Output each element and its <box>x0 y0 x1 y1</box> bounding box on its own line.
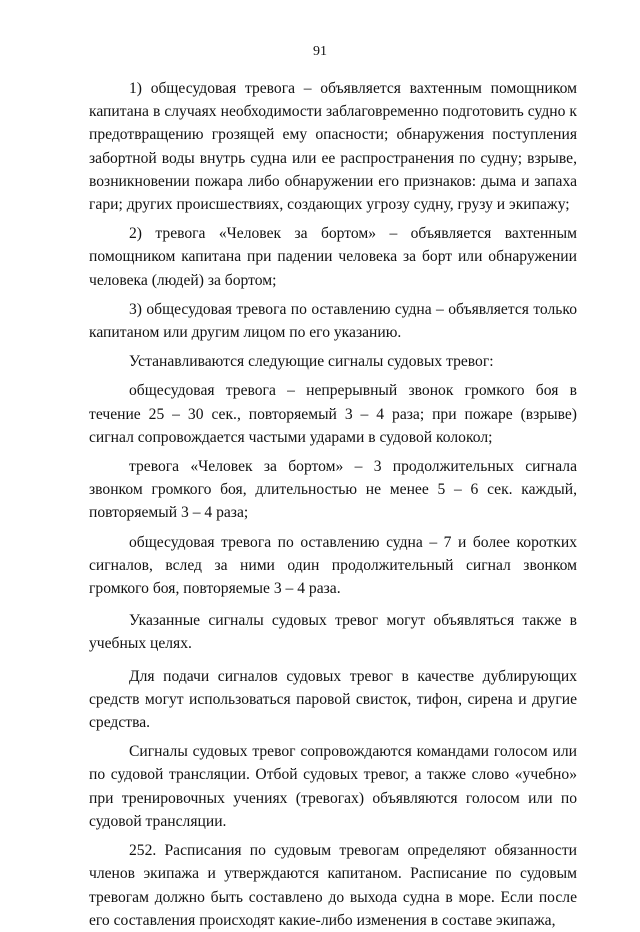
paragraph-abandon-ship-alarm: 3) общесудовая тревога по оставлению судна – объявляется только капитаном или другим лицом по его указанию. <box>89 300 577 342</box>
paragraph-general-alarm-signal: общесудовая тревога – непрерывный звонок громкого боя в течение 25 – 30 сек., повторяемый 3 – 4 раза; при пожаре (взрыве) сигнал сопровождается частыми ударами в судовой колокол; <box>89 382 577 446</box>
paragraph-signals-intro: Устанавливаются следующие сигналы судовых тревог: <box>129 353 494 371</box>
paragraph-backup-devices: Для подачи сигналов судовых тревог в качестве дублирующих средств могут использоваться паровой свисток, тифон, сирена и другие средства. <box>89 667 577 732</box>
page-number: 91 <box>313 44 327 59</box>
paragraph-252-schedules: 252. Расписания по судовым тревогам определяют обязанности членов экипажа и утверждаются капитаном. Расписание по судовым тревогам должно быть составлено до выхода судна в море. Если после его составления происходят какие-либо изменения в составе экипажа, <box>89 842 577 929</box>
paragraph-abandon-ship-signal: общесудовая тревога по оставлению судна – 7 и более коротких сигналов, вслед за ними один продолжительный сигнал звонком громкого боя, повторяемые 3 – 4 раза. <box>89 533 577 598</box>
paragraph-general-alarm: 1) общесудовая тревога – объявляется вахтенным помощником капитана в случаях необходимости заблаговременно подготовить судно к предотвращению грозящей ему опасности; обнаружения поступления забортной воды внутрь судна или ее распространения по судну; взрыве, возникновении пожара либо обнаружении его признаков: дыма и запаха гари; других происшествиях, создающих угрозу судну, грузу и экипажу; <box>89 80 577 214</box>
document-body <box>89 77 577 932</box>
paragraph-voice-commands: Сигналы судовых тревог сопровождаются командами голосом или по судовой трансляции. Отбой судовых тревог, а также слово «учебно» при тренировочных учениях (тревогах) объявляются голосом или по судовой трансляции. <box>89 743 577 830</box>
paragraph-training-use: Указанные сигналы судовых тревог могут объявляться также в учебных целях. <box>89 612 577 653</box>
paragraph-man-overboard-signal: тревога «Человек за бортом» – 3 продолжительных сигнала звонком громкого боя, длительностью не менее 5 – 6 сек. каждый, повторяемый 3 – 4 раза; <box>89 458 577 522</box>
paragraph-man-overboard-alarm: 2) тревога «Человек за бортом» – объявляется вахтенным помощником капитана при падении человека за борт или обнаружении человека (людей) за бортом; <box>89 225 577 289</box>
